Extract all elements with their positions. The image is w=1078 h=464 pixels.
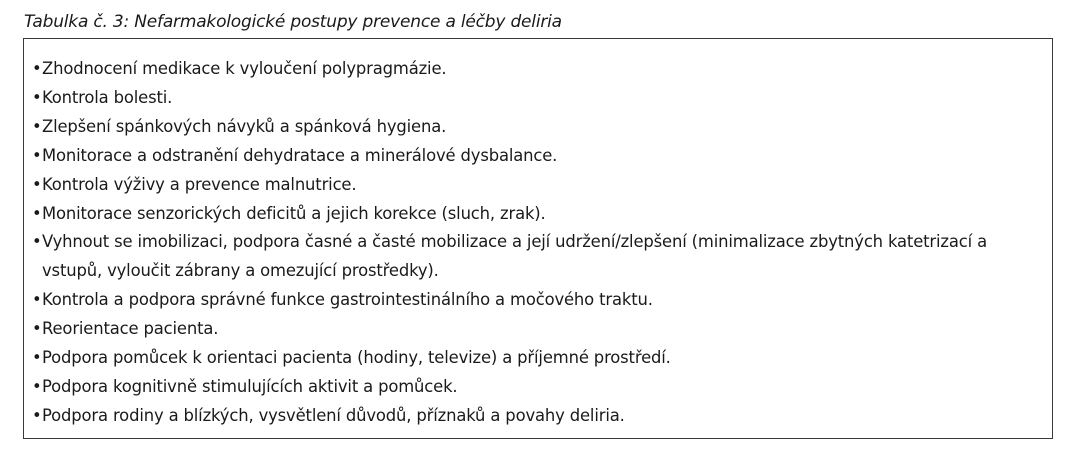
bullet: • (32, 59, 42, 78)
list-item (32, 228, 1042, 286)
list-item-text: Kontrola a podpora správné funkce gastrointestinálního a močového traktu. (42, 290, 653, 310)
bullet: • (32, 203, 42, 223)
measures-list (32, 55, 1042, 431)
list-item (32, 344, 1042, 373)
list-item-text: Reorientace pacienta. (42, 319, 219, 339)
bullet: • (32, 145, 42, 165)
bullet: • (32, 319, 42, 339)
list-item (32, 373, 1042, 402)
list-item (32, 286, 1042, 315)
list-item (32, 171, 1042, 200)
bullet: • (32, 174, 42, 194)
table-caption: Tabulka č. 3: Nefarmakologické postupy prevence a léčby deliria (24, 12, 562, 32)
bullet: • (32, 290, 42, 310)
list-item (32, 113, 1042, 142)
list-item-text: Kontrola výživy a prevence malnutrice. (42, 174, 357, 194)
list-item-text: Zhodnocení medikace k vyloučení polypragmázie. (42, 59, 447, 78)
list-item-text: Podpora pomůcek k orientaci pacienta (hodiny, televize) a příjemné prostředí. (42, 348, 671, 368)
list-item (32, 402, 1042, 431)
list-item-text: Monitorace a odstranění dehydratace a minerálové dysbalance. (42, 145, 558, 165)
list-item-text: Podpora rodiny a blízkých, vysvětlení důvodů, příznaků a povahy deliria. (42, 405, 625, 425)
list-item-text: Monitorace senzorických deficitů a jejich korekce (sluch, zrak). (42, 203, 546, 223)
bullet: • (32, 376, 42, 396)
list-item (32, 84, 1042, 113)
list-item (32, 315, 1042, 344)
bullet: • (32, 405, 42, 425)
list-item-text: Podpora kognitivně stimulujících aktivit a pomůcek. (42, 376, 458, 396)
list-item-text: Kontrola bolesti. (42, 87, 173, 107)
list-item-text: Zlepšení spánkových návyků a spánková hygiena. (42, 116, 447, 136)
bullet: • (32, 348, 42, 368)
list-item (32, 142, 1042, 171)
list-item (32, 55, 1042, 84)
table-box (23, 38, 1053, 439)
list-item-text: Vyhnout se imobilizaci, podpora časné a časté mobilizace a její udržení/zlepšení (minimalizace zbytných katetrizací a vstupů, vyloučit zábrany a omezující prostředky). (42, 232, 987, 281)
bullet: • (32, 116, 42, 136)
bullet: • (32, 87, 42, 107)
bullet: • (32, 232, 42, 252)
list-item (32, 200, 1042, 229)
